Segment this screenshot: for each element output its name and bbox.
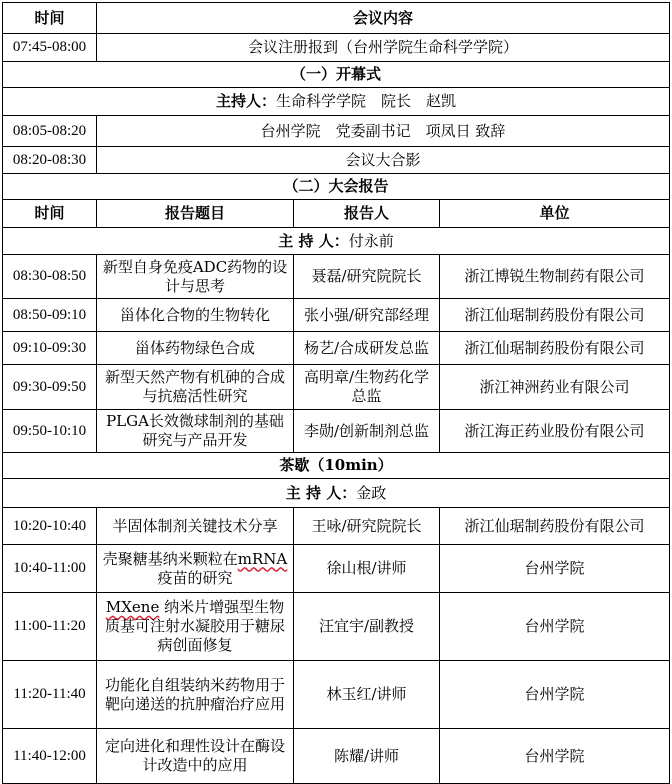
talk-topic: [97, 593, 294, 661]
plenary-title: （二）大会报告: [3, 174, 670, 200]
host2-label: 主 持 人：: [285, 483, 357, 502]
registration-row: [3, 34, 670, 62]
talk-topic: 半固体制剂关键技术分享: [97, 508, 294, 545]
talk-time: 09:10-09:30: [3, 332, 97, 365]
talk-row: [3, 410, 670, 453]
talk-speaker: 林玉红/讲师: [294, 661, 440, 729]
talk-speaker: 李勋/创新制剂总监: [294, 410, 440, 453]
talk-row: [3, 299, 670, 332]
opening-host: [3, 88, 670, 116]
talk-row: [3, 508, 670, 545]
header-content: 会议内容: [97, 3, 670, 34]
opening-item-text: 台州学院 党委副书记 项凤日 致辞: [97, 116, 670, 147]
talk-time: 09:30-09:50: [3, 365, 97, 410]
talk-topic-part: 纳米片增强型生物质基可注射水凝胶用于糖尿病创面修复: [104, 598, 285, 654]
talk-time: 10:20-10:40: [3, 508, 97, 545]
talk-row: [3, 332, 670, 365]
host1: [3, 228, 670, 255]
talk-topic: 定向进化和理性设计在酶设计改造中的应用: [97, 729, 294, 784]
break-row: [3, 453, 670, 479]
opening-host-row: [3, 88, 670, 116]
talk-speaker: 高明章/生物药化学总监: [294, 365, 440, 410]
talk-org: 浙江仙琚制药股份有限公司: [440, 508, 670, 545]
talk-time: 09:50-10:10: [3, 410, 97, 453]
talk-speaker: 陈耀/讲师: [294, 729, 440, 784]
host1-row: [3, 228, 670, 255]
header-row: [3, 3, 670, 34]
host2-value: 金政: [356, 483, 387, 502]
header-time: 时间: [3, 3, 97, 34]
talk-org: 台州学院: [440, 661, 670, 729]
column-topic: 报告题目: [97, 200, 294, 228]
talk-time: 10:40-11:00: [3, 545, 97, 593]
talk-speaker: 聂磊/研究院院长: [294, 255, 440, 299]
talk-topic: 甾体药物绿色合成: [97, 332, 294, 365]
talk-topic: [97, 545, 294, 593]
registration-text: 会议注册报到（台州学院生命科学学院）: [97, 34, 670, 62]
talk-topic-part: 壳聚糖基纳米颗粒在: [102, 549, 238, 568]
talk-row: [3, 545, 670, 593]
host2-row: [3, 479, 670, 508]
talk-row: [3, 593, 670, 661]
talk-time: 11:00-11:20: [3, 593, 97, 661]
talk-org: 台州学院: [440, 593, 670, 661]
talk-topic-mxene: MXene: [105, 598, 160, 616]
talk-speaker: 杨艺/合成研发总监: [294, 332, 440, 365]
talk-topic: 甾体化合物的生物转化: [97, 299, 294, 332]
opening-item-text: 会议大合影: [97, 147, 670, 174]
talk-speaker: 王咏/研究院院长: [294, 508, 440, 545]
talk-org: 浙江神洲药业有限公司: [440, 365, 670, 410]
talk-topic: 新型自身免疫ADC药物的设计与思考: [97, 255, 294, 299]
host1-label: 主 持 人：: [278, 231, 349, 250]
talk-time: 11:40-12:00: [3, 729, 97, 784]
host1-value: 付永前: [348, 231, 394, 250]
talk-topic: 功能化自组装纳米药物用于靶向递送的抗肿瘤治疗应用: [97, 661, 294, 729]
tea-break: 茶歇（10min）: [3, 453, 670, 479]
opening-host-value: 生命科学学院 院长 赵凯: [276, 92, 457, 110]
opening-item-row: [3, 147, 670, 174]
talk-row: [3, 365, 670, 410]
opening-host-label: 主持人：: [215, 92, 276, 110]
talk-time: 08:30-08:50: [3, 255, 97, 299]
talk-time: 11:20-11:40: [3, 661, 97, 729]
host2: [3, 479, 670, 508]
talk-speaker: 徐山根/讲师: [294, 545, 440, 593]
talk-topic: 新型天然产物有机砷的合成与抗癌活性研究: [97, 365, 294, 410]
talk-org: 台州学院: [440, 729, 670, 784]
plenary-columns-row: [3, 200, 670, 228]
talk-org: 浙江仙琚制药股份有限公司: [440, 299, 670, 332]
column-speaker: 报告人: [294, 200, 440, 228]
opening-item-time: 08:20-08:30: [3, 147, 97, 174]
column-org: 单位: [440, 200, 670, 228]
talk-row: [3, 255, 670, 299]
talk-time: 08:50-09:10: [3, 299, 97, 332]
opening-item-time: 08:05-08:20: [3, 116, 97, 147]
agenda-table: [2, 2, 670, 784]
registration-time: 07:45-08:00: [3, 34, 97, 62]
talk-row: [3, 729, 670, 784]
talk-org: 浙江海正药业股份有限公司: [440, 410, 670, 453]
opening-title: （一）开幕式: [3, 62, 670, 88]
talk-org: 浙江仙琚制药股份有限公司: [440, 332, 670, 365]
talk-org: 台州学院: [440, 545, 670, 593]
opening-item-row: [3, 116, 670, 147]
plenary-title-row: [3, 174, 670, 200]
talk-topic: PLGA长效微球制剂的基础研究与产品开发: [97, 410, 294, 453]
opening-title-row: [3, 62, 670, 88]
column-time: 时间: [3, 200, 97, 228]
talk-org: 浙江博锐生物制药有限公司: [440, 255, 670, 299]
talk-speaker: 张小强/研究部经理: [294, 299, 440, 332]
talk-row: [3, 661, 670, 729]
talk-topic-mrna: mRNA: [237, 549, 288, 568]
talk-speaker: 汪宜宇/副教授: [294, 593, 440, 661]
talk-topic-part: 疫苗的研究: [157, 568, 233, 587]
